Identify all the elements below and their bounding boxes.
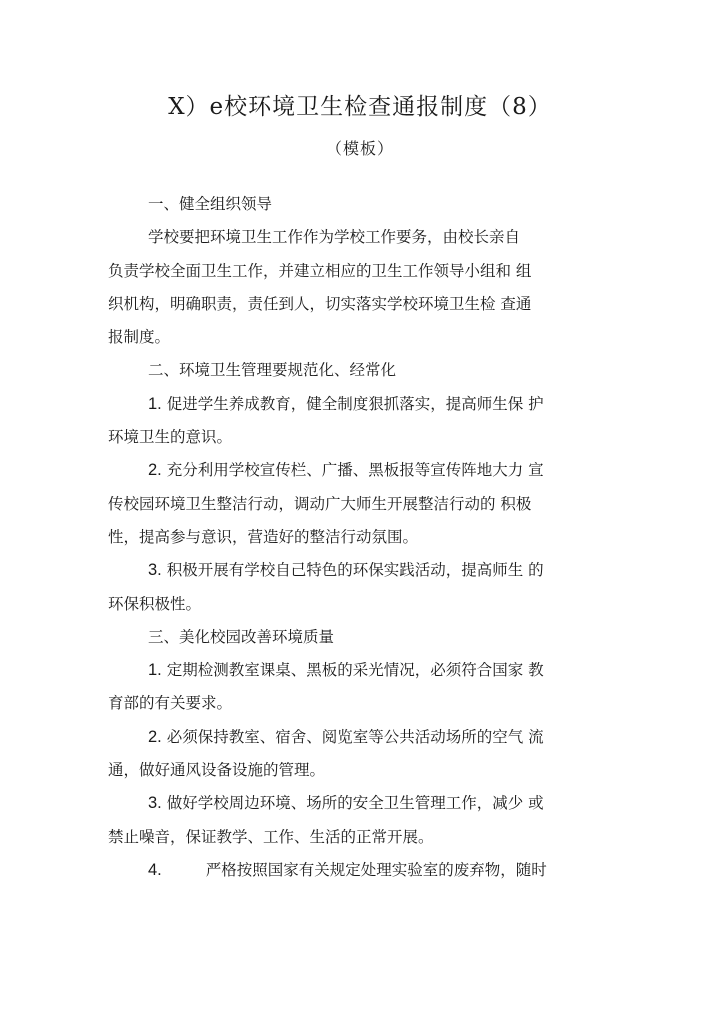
line-text: 必须保持教室、宿舍、阅览室等公共活动场所的空气 流 xyxy=(166,727,544,746)
paragraph-line xyxy=(108,221,578,254)
line-text: 环境卫生的意识。 xyxy=(108,428,233,447)
line-text: 一、健全组织领导 xyxy=(148,195,273,213)
paragraph-line xyxy=(108,521,578,554)
paragraph-line xyxy=(108,321,578,354)
document-body xyxy=(108,188,578,887)
line-text: 通，做好通风设备设施的管理。 xyxy=(108,761,326,780)
section-heading xyxy=(108,621,578,654)
paragraph-line xyxy=(108,454,578,487)
paragraph-line xyxy=(108,554,578,587)
paragraph-line xyxy=(108,255,578,288)
line-text: 充分利用学校宣传栏、广播、黑板报等宣传阵地大力 宣 xyxy=(166,461,544,480)
line-text: 负责学校全面卫生工作，并建立相应的卫生工作领导小组和 组 xyxy=(108,261,532,280)
list-item-number: 2. xyxy=(148,461,162,480)
paragraph-line xyxy=(108,754,578,787)
paragraph-line xyxy=(108,288,578,321)
list-item-number: 2. xyxy=(148,727,162,746)
paragraph-line xyxy=(108,854,578,887)
paragraph-line xyxy=(108,821,578,854)
line-text: 育部的有关要求。 xyxy=(108,694,233,713)
line-text: 严格按照国家有关规定处理实验室的废弃物，随时 xyxy=(205,860,547,879)
line-text: 做好学校周边环境、场所的安全卫生管理工作，减少 或 xyxy=(166,794,544,813)
paragraph-line xyxy=(108,654,578,687)
list-item-number: 4. xyxy=(148,860,162,879)
paragraph-line xyxy=(108,388,578,421)
list-item-number: 1. xyxy=(148,394,162,413)
line-text: 积极开展有学校自己特色的环保实践活动，提高师生 的 xyxy=(166,561,544,580)
document-subtitle: （模板） xyxy=(325,139,394,158)
paragraph-line xyxy=(108,488,578,521)
paragraph-line xyxy=(108,687,578,720)
line-text: 性，提高参与意识，营造好的整洁行动氛围。 xyxy=(108,527,419,546)
list-item-number: 1. xyxy=(148,661,162,680)
list-item-number: 3. xyxy=(148,561,162,580)
line-text: 学校要把环境卫生工作作为学校工作要务，由校长亲自 xyxy=(148,228,521,247)
paragraph-line xyxy=(108,588,578,621)
line-text: 促进学生养成教育，健全制度狠抓落实，提高师生保 护 xyxy=(166,394,544,413)
line-text: 二、环境卫生管理要规范化、经常化 xyxy=(148,361,397,380)
section-heading xyxy=(108,188,578,221)
line-text: 环保积极性。 xyxy=(108,594,202,613)
section-heading xyxy=(108,354,578,387)
line-text: 织机构，明确职责，责任到人，切实落实学校环境卫生检 查通 xyxy=(108,294,532,313)
list-item-number: 3. xyxy=(148,794,162,813)
line-text: 报制度。 xyxy=(108,328,171,347)
line-text: 传校园环境卫生整洁行动，调动广大师生开展整洁行动的 积极 xyxy=(108,494,532,513)
line-text: 禁止噪音，保证教学、工作、生活的正常开展。 xyxy=(108,827,434,846)
document-title: X）e校环境卫生检查通报制度（8） xyxy=(168,94,552,120)
paragraph-line xyxy=(108,787,578,820)
line-text: 定期检测教室课桌、黑板的采光情况，必须符合国家 教 xyxy=(166,661,544,680)
paragraph-line xyxy=(108,421,578,454)
paragraph-line xyxy=(108,721,578,754)
line-text: 三、美化校园改善环境质量 xyxy=(148,627,335,646)
